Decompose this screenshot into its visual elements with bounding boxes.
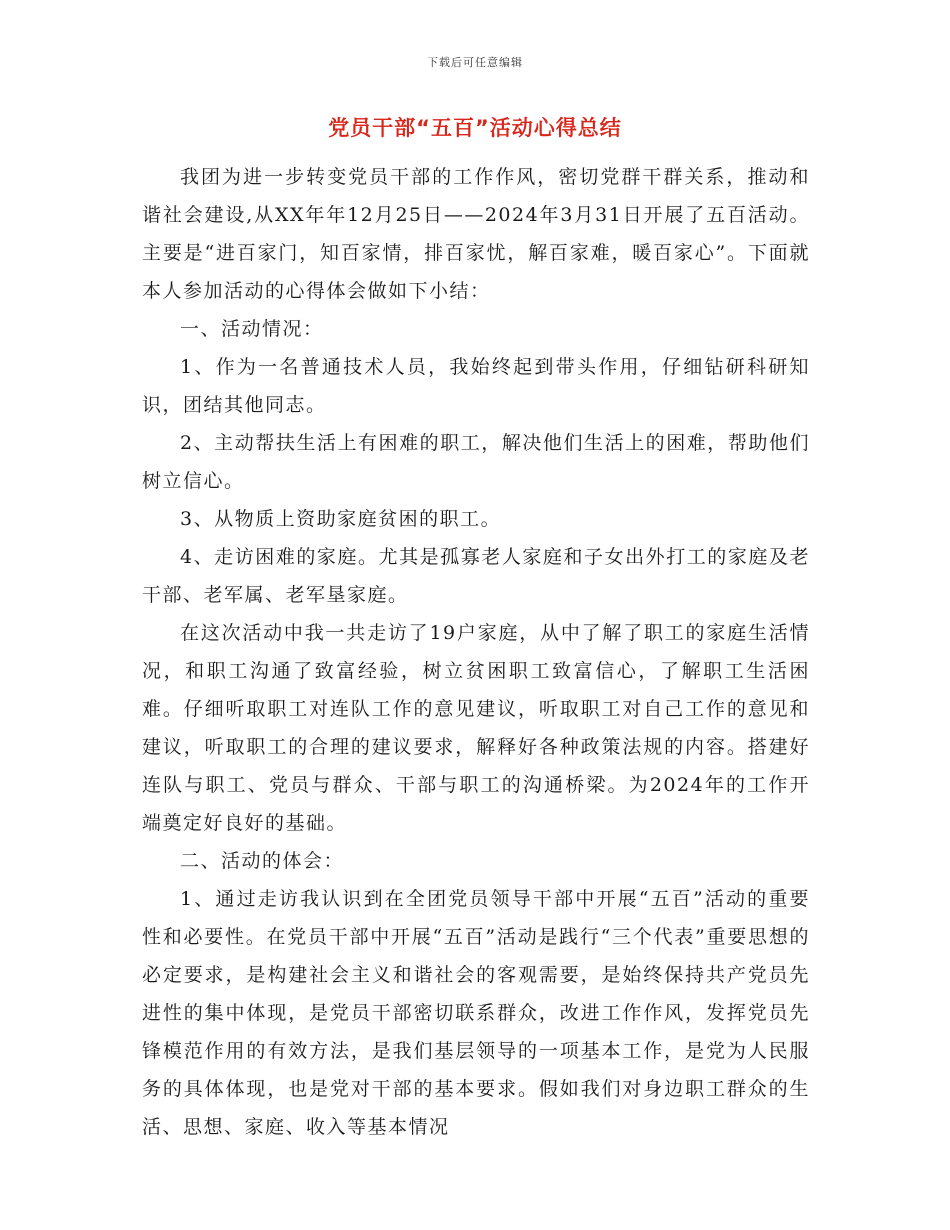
section-heading-experience: 二、活动的体会： [180,850,345,872]
document-title: 党员干部“五百”活动心得总结 [328,116,622,140]
paragraph-item-4: 4、走访困难的家庭。尤其是孤寡老人家庭和子女出外打工的家庭及老干部、老军属、老军垦家庭。 [142,546,810,606]
document-body [142,158,810,1146]
paragraph-item-3: 3、从物质上资助家庭贫困的职工。 [180,508,502,530]
section-heading-activity: 一、活动情况： [180,318,324,340]
paragraph-intro: 我团为进一步转变党员干部的工作作风，密切党群干群关系，推动和谐社会建设,从XX年年12月25日——2024年3月31日开展了五百活动。主要是“进百家门，知百家情，排百家忧，解百家难，暖百家心”。下面就本人参加活动的心得体会做如下小结： [142,166,810,302]
paragraph-visit-summary: 在这次活动中我一共走访了19户家庭，从中了解了职工的家庭生活情况，和职工沟通了致富经验，树立贫困职工致富信心，了解职工生活困难。仔细听取职工对连队工作的意见建议，听取职工对自己工作的意见和建议，听取职工的合理的建议要求，解释好各种政策法规的内容。搭建好连队与职工、党员与群众、干部与职工的沟通桥梁。为2024年的工作开端奠定好良好的基础。 [142,622,810,834]
header-note: 下载后可任意编辑 [427,56,523,69]
paragraph-item-2: 2、主动帮扶生活上有困难的职工，解决他们生活上的困难，帮助他们树立信心。 [142,432,810,492]
paragraph-experience-1: 1、通过走访我认识到在全团党员领导干部中开展“五百”活动的重要性和必要性。在党员干部中开展“五百”活动是践行“三个代表”重要思想的必定要求，是构建社会主义和谐社会的客观需要，是始终保持共产党员先进性的集中体现，是党员干部密切联系群众，改进工作作风，发挥党员先锋模范作用的有效方法，是我们基层领导的一项基本工作，是党为人民服务的具体体现，也是党对干部的基本要求。假如我们对身边职工群众的生活、思想、家庭、收入等基本情况 [142,888,810,1138]
paragraph-item-1: 1、作为一名普通技术人员，我始终起到带头作用，仔细钻研科研知识，团结其他同志。 [142,356,810,416]
